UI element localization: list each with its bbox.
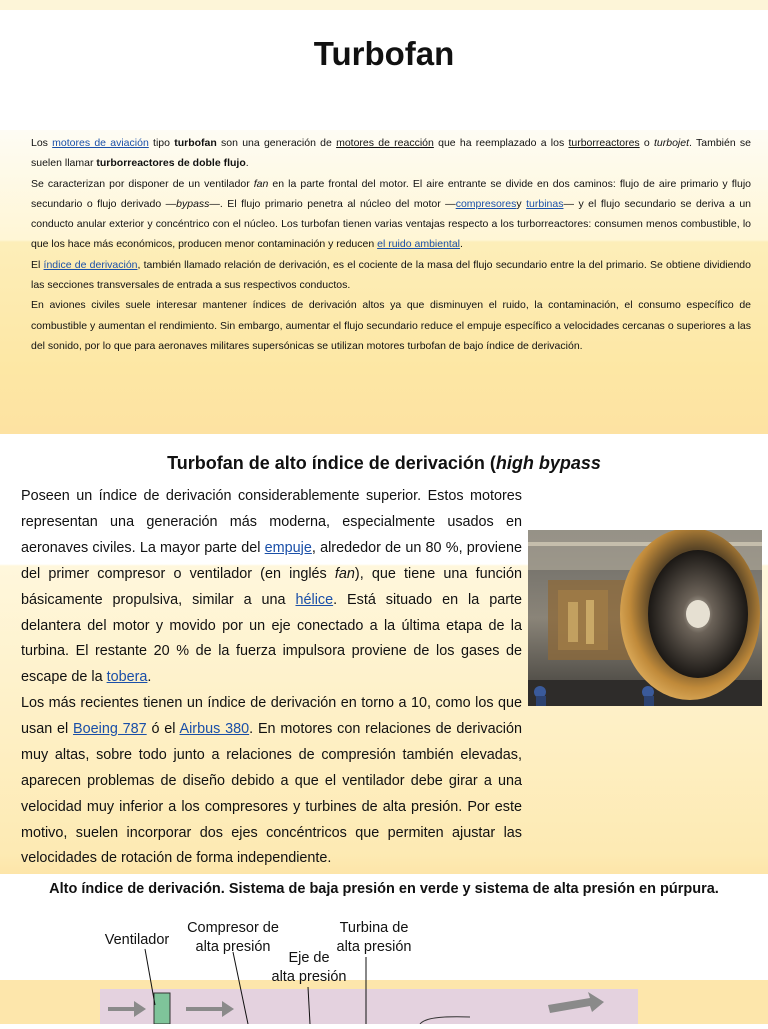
text: en la parte frontal del motor. El aire entrante se divide en dos caminos: flujo de aire primario y flujo secundario o flujo derivado — xyxy=(31,177,751,210)
text: ó el xyxy=(146,720,180,737)
bold-term-turbofan: turbofan xyxy=(174,137,217,149)
bypass-diagram xyxy=(0,905,768,1024)
italic-term-fan: fan xyxy=(334,565,355,582)
link-motores-de-reaccion[interactable]: motores de reacción xyxy=(336,137,434,149)
text: . Está situado en la parte delantera del motor y movido por un eje conectado a la última etapa de la turbina. El restante 20 % de la fuerza impulsora proviene de los gases de escape de la xyxy=(21,591,523,686)
turbofan-engine-photo xyxy=(528,530,762,706)
section-title-text: Turbofan de alto índice de derivación ( xyxy=(167,453,496,473)
text: Los más recientes tienen un índice de derivación en torno a 10, como los que usan el xyxy=(21,695,522,737)
section-title xyxy=(0,452,768,474)
italic-term-turbojet: turbojet xyxy=(654,137,690,149)
link-empuje[interactable]: empuje xyxy=(264,539,312,556)
top-strip xyxy=(0,0,768,10)
link-compresores[interactable]: compresores xyxy=(455,197,517,210)
label-line: alta presión xyxy=(336,939,412,955)
text: . xyxy=(147,669,152,686)
label-turbina-alta-presion xyxy=(326,919,422,957)
text: , alrededor de un 80 %, proviene del primer compresor o ventilador (en inglés xyxy=(21,539,522,582)
text: Se caracterizan por disponer de un ventilador xyxy=(31,177,254,190)
link-tobera[interactable]: tobera xyxy=(106,669,148,686)
section-title-italic: high bypass xyxy=(495,453,601,473)
italic-term-fan: fan xyxy=(253,177,269,190)
text: . En motores con relaciones de derivación muy altas, sobre todo junto a relaciones de compresión también elevadas, aparecen problemas de diseño debido a que el ventilador debe girar a una velocidad muy inferior a los compresores y turbines de alta presión. Por este motivo, suelen incorporar dos ejes concéntricos que permiten ajustar las velocidades de rotación de forma independiente. xyxy=(21,720,522,867)
link-turbinas[interactable]: turbinas xyxy=(526,197,564,210)
high-bypass-section xyxy=(0,434,768,874)
label-ventilador: Ventilador xyxy=(104,932,170,948)
intro-paragraph-1 xyxy=(31,133,751,174)
link-boeing-787[interactable]: Boeing 787 xyxy=(73,720,147,737)
text: . xyxy=(245,157,249,170)
intro-paragraph-4: En aviones civiles suele interesar mantener índices de derivación altos ya que disminuyen el ruido, la contaminación, el consumo específico de combustible y aumentan el rendimiento. Sin embargo, aumentar el flujo secundario reduce el empuje específico a velocidades cercanas o superiores a las del sonido, por lo que para aeronaves militares supersónicas se utilizan motores turbofan de bajo índice de derivación. xyxy=(31,299,751,352)
label-line: alta presión xyxy=(195,939,271,955)
label-line: Eje de xyxy=(288,950,330,966)
text: El xyxy=(31,258,44,271)
label-line: Compresor de xyxy=(187,920,279,936)
link-turborreactores[interactable]: turborreactores xyxy=(568,137,640,149)
intro-paragraph-3 xyxy=(31,255,751,296)
text: . xyxy=(460,238,463,251)
text: Los xyxy=(31,137,53,149)
text: , también llamado relación de derivación, es el cociente de la masa del flujo secundario entre la del primario. Se obtiene dividiendo las secciones transversales de entrada a sus respectivos conductos. xyxy=(31,258,751,292)
text: ), que tiene una función básicamente propulsiva, similar a una xyxy=(21,565,522,608)
text: — y el flujo secundario se deriva a un conducto anular exterior y concéntrico con el núcleo. Los turbofan tienen varias ventajas respecto a los turborreactores: consumen menos combustible, lo que los hace más económicos, producen menor contaminación y reducen xyxy=(31,197,752,251)
text: que ha reemplazado a los xyxy=(433,137,569,149)
text: —. El flujo primario penetra al núcleo del motor — xyxy=(209,197,456,210)
page-title: Turbofan xyxy=(313,35,455,72)
link-airbus-380[interactable]: Airbus 380 xyxy=(179,720,250,737)
bold-term-doble-flujo: turborreactores de doble flujo xyxy=(96,157,246,170)
section-paragraph-2 xyxy=(21,691,522,872)
section-paragraph-1 xyxy=(21,484,522,691)
link-indice-de-derivacion[interactable]: índice de derivación xyxy=(43,258,138,271)
text: Poseen un índice de derivación considerablemente superior. Estos motores representan una generación más moderna, especialmente usados en aeronaves civiles. La mayor parte del xyxy=(21,488,522,556)
intro-text xyxy=(31,133,751,356)
text: son una generación de xyxy=(216,137,337,149)
intro-panel xyxy=(0,130,768,434)
diagram-caption: Alto índice de derivación. Sistema de baja presión en verde y sistema de alta presión en púrpura. xyxy=(49,881,719,897)
text: tipo xyxy=(148,137,175,149)
link-motores-de-aviacion[interactable]: motores de aviación xyxy=(52,137,149,149)
text: y xyxy=(516,197,527,210)
italic-term-bypass: bypass xyxy=(176,197,210,210)
label-line: alta presión xyxy=(271,969,347,985)
link-ruido-ambiental[interactable]: el ruido ambiental xyxy=(377,238,461,251)
link-helice[interactable]: hélice xyxy=(295,591,334,608)
text: o xyxy=(639,137,654,149)
label-line: Turbina de xyxy=(339,920,409,936)
text: . También se suelen llamar xyxy=(31,137,752,170)
intro-paragraph-2 xyxy=(31,174,751,255)
